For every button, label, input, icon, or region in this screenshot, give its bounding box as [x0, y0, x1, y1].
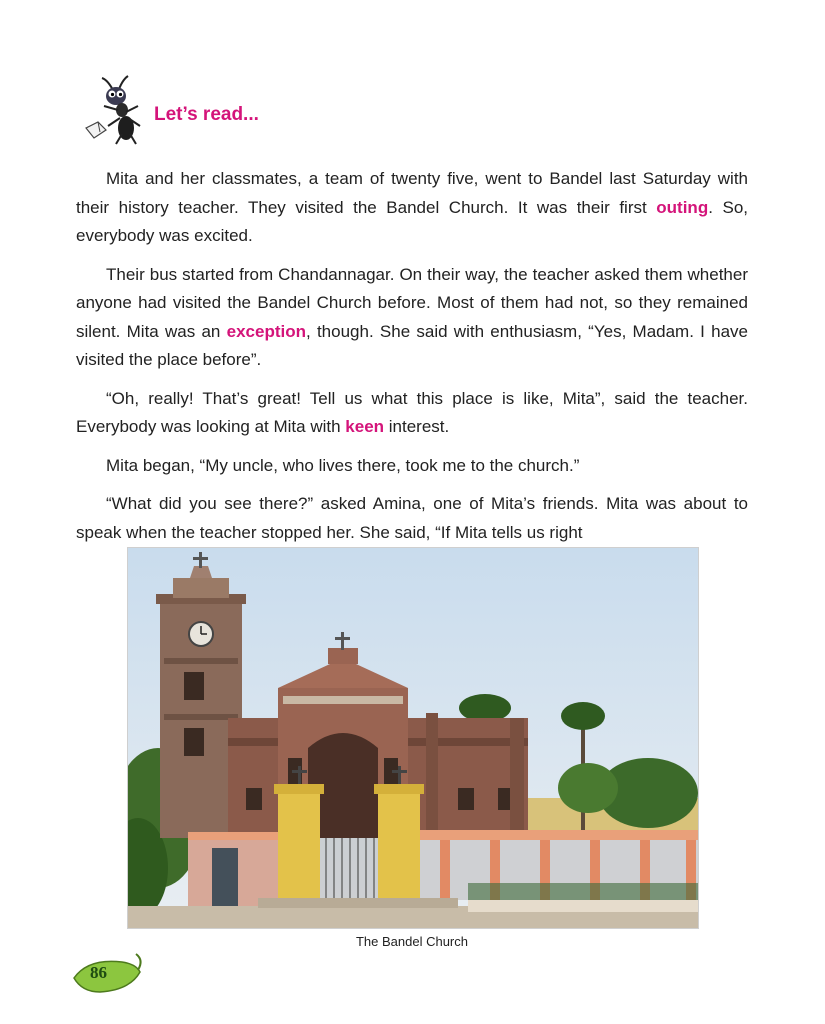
ant-reading-icon — [82, 72, 152, 148]
story-text-run: Their bus started from Chandannagar. On their way, the teacher asked them whether anyone had visited the Bandel Church before. Most of them had not, so they remained silent. Mita was an — [76, 264, 748, 341]
keyword: outing — [656, 197, 709, 217]
story-text-run: , though. She said with enthusiasm, “Yes, Madam. I have visited the place before”. — [76, 321, 749, 369]
story-text-run: “Oh, really! That’s great! Tell us what this place is like, Mita”, said the teacher. Everybody was looking at Mita with — [76, 388, 748, 436]
page-number-badge — [70, 952, 150, 998]
figure-caption: The Bandel Church — [355, 934, 468, 949]
story-text-run: interest. — [384, 417, 450, 436]
story-text-run: Mita and her classmates, a team of twenty five, went to Bandel last Saturday with their history teacher. They visited the Bandel Church. It was their first — [76, 169, 748, 217]
section-heading — [78, 72, 378, 152]
bandel-church-photo — [127, 547, 699, 929]
story-paragraph — [76, 165, 748, 251]
keyword: keen — [345, 417, 385, 436]
page-number: 86 — [90, 963, 107, 982]
story-text-run: “What did you see there?” asked Amina, one of Mita’s friends. Mita was about to speak when the teacher stopped her. She said, “If Mita tells us right — [76, 494, 748, 542]
leaf-icon — [70, 952, 150, 998]
story-paragraph — [76, 385, 748, 442]
story-text — [76, 165, 748, 557]
story-paragraph — [76, 490, 748, 547]
story-text-run: . So, everybody was excited. — [76, 197, 749, 245]
story-paragraph — [76, 452, 748, 481]
story-paragraph — [76, 261, 748, 375]
heading-title: Let’s read... — [154, 104, 259, 125]
keyword: exception — [226, 321, 306, 341]
story-text-run: Mita began, “My uncle, who lives there, took me to the church.” — [106, 455, 580, 475]
